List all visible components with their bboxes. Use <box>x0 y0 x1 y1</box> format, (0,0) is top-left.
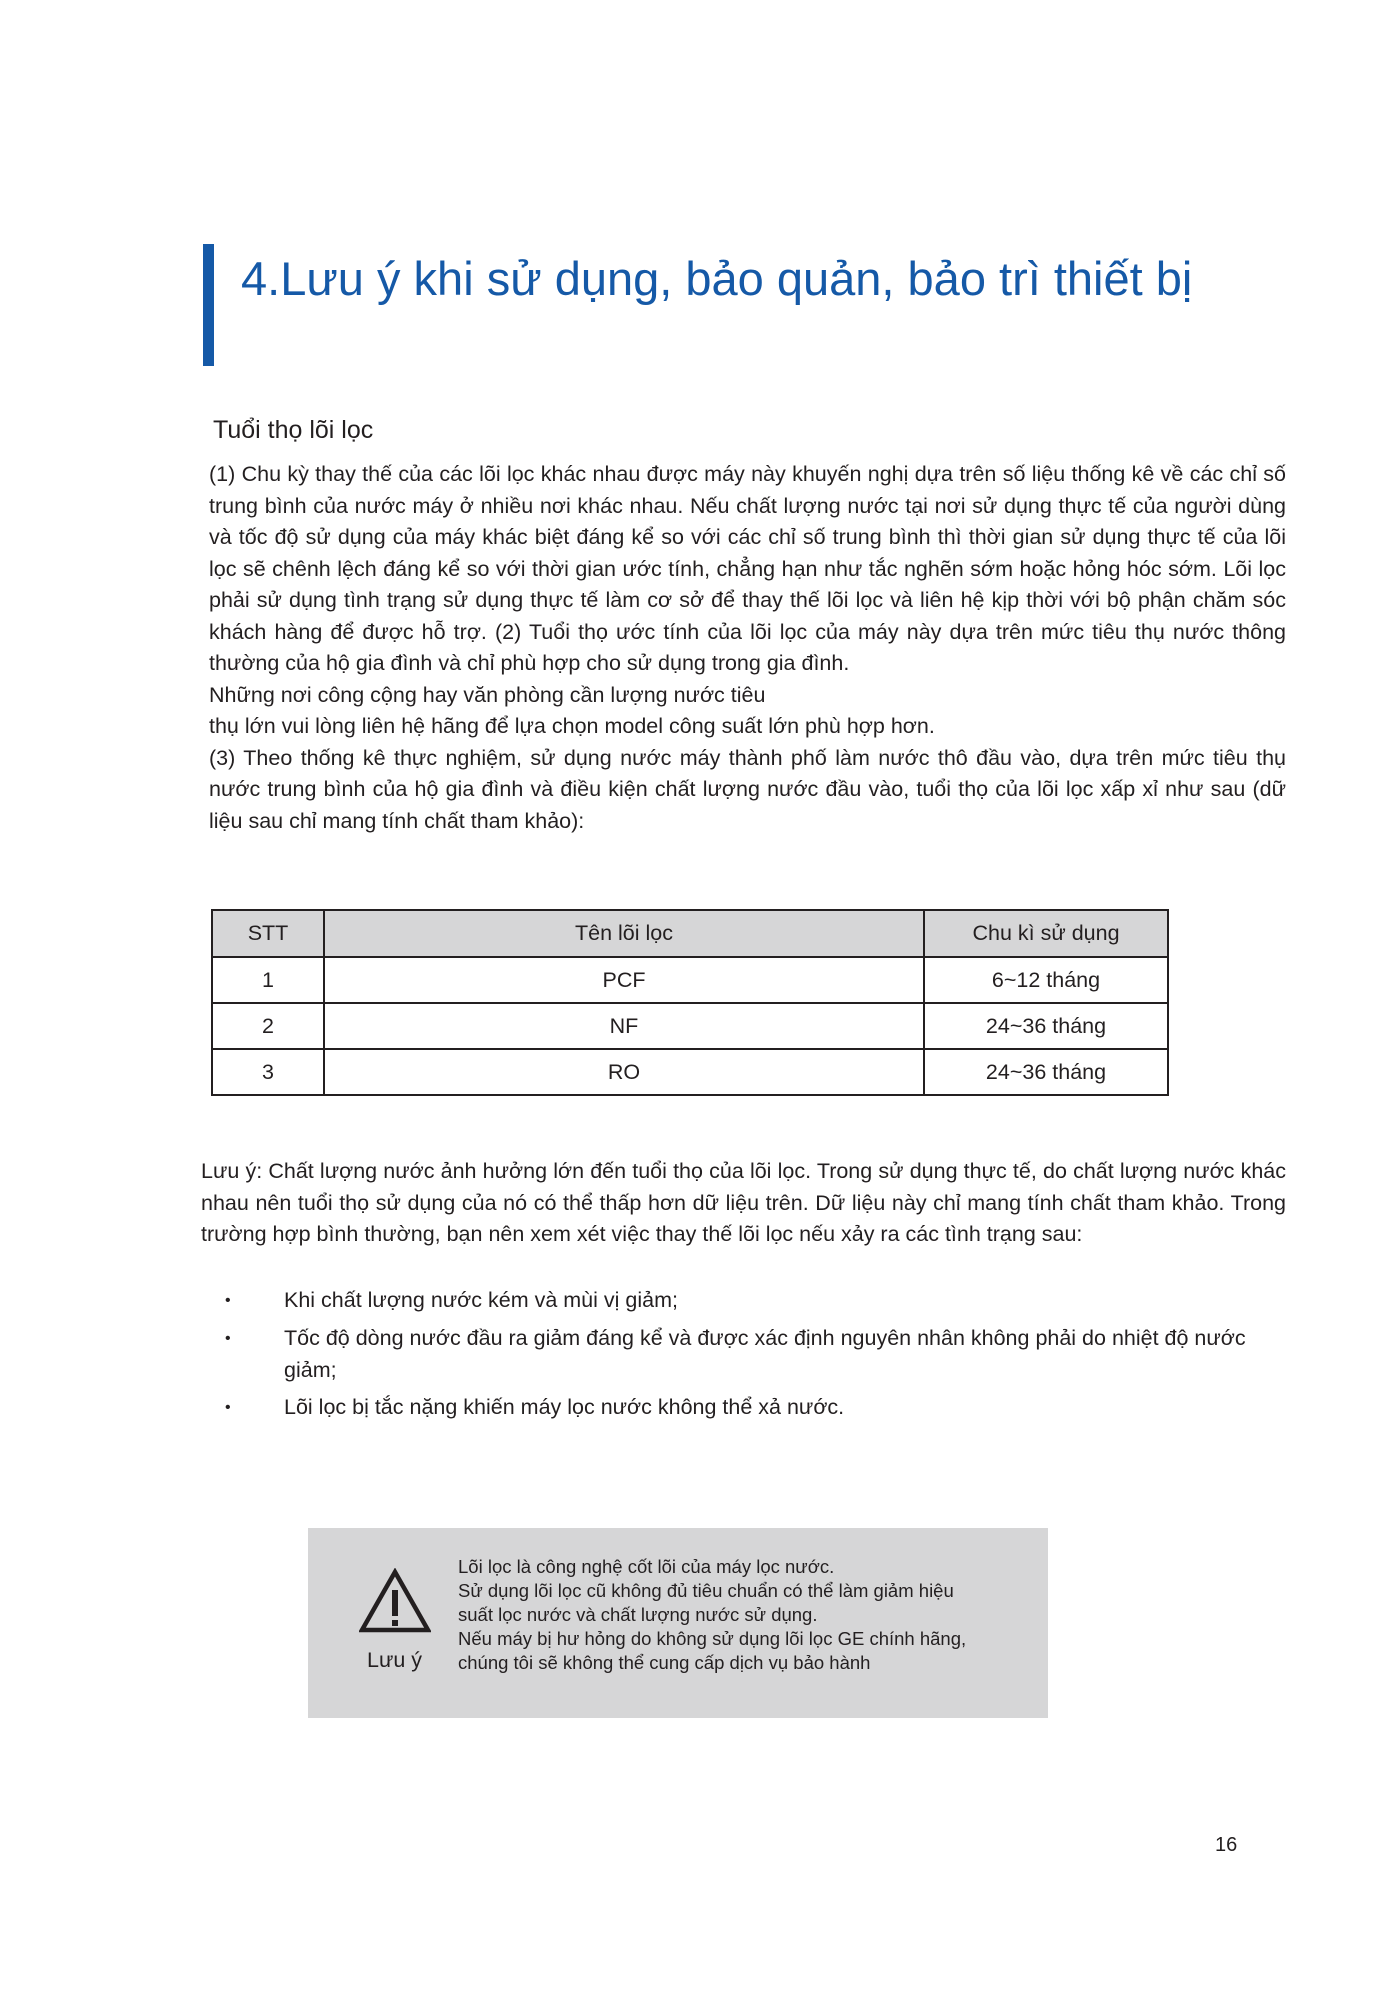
table-cell: NF <box>324 1003 924 1049</box>
table-cell: 3 <box>212 1049 324 1095</box>
table-header-row <box>212 910 1168 957</box>
table-cell: 6~12 tháng <box>924 957 1168 1003</box>
page-title: 4.Lưu ý khi sử dụng, bảo quản, bảo trì thiết bị <box>241 252 1193 305</box>
table-cell: 1 <box>212 957 324 1003</box>
filter-lifespan-table <box>211 909 1169 1096</box>
table-row <box>212 1049 1168 1095</box>
table-cell: 24~36 tháng <box>924 1049 1168 1095</box>
table-cell: RO <box>324 1049 924 1095</box>
note-text: Lưu ý: Chất lượng nước ảnh hưởng lớn đến tuổi thọ của lõi lọc. Trong sử dụng thực tế, do chất lượng nước khác nhau nên tuổi thọ sử dụng của nó có thể thấp hơn dữ liệu trên. Dữ liệu này chỉ mang tính chất tham khảo. Trong trường hợp bình thường, bạn nên xem xét việc thay thế lõi lọc nếu xảy ra các tình trạng sau: <box>201 1159 1286 1246</box>
table-cell: 24~36 tháng <box>924 1003 1168 1049</box>
note-paragraph <box>201 1156 1286 1251</box>
title-accent-bar <box>203 244 214 366</box>
table-row <box>212 957 1168 1003</box>
warning-line: Lõi lọc là công nghệ cốt lõi của máy lọc nước. <box>458 1556 835 1577</box>
body-text <box>209 459 1286 837</box>
body-paragraph: Những nơi công cộng hay văn phòng cần lượng nước tiêu <box>209 682 766 707</box>
warning-triangle-icon <box>359 1568 431 1634</box>
table-row <box>212 1003 1168 1049</box>
warning-line: Sử dụng lõi lọc cũ không đủ tiêu chuẩn có thể làm giảm hiệu <box>458 1580 954 1601</box>
warning-line: suất lọc nước và chất lượng nước sử dụng. <box>458 1604 818 1625</box>
table-header-cell: Tên lõi lọc <box>324 910 924 957</box>
bullet-icon: • <box>225 1399 231 1416</box>
warning-line: chúng tôi sẽ không thể cung cấp dịch vụ bảo hành <box>458 1652 871 1673</box>
warning-box <box>308 1528 1048 1718</box>
table-header-cell: Chu kì sử dụng <box>924 910 1168 957</box>
bullet-icon: • <box>225 1292 231 1309</box>
table-header-cell: STT <box>212 910 324 957</box>
table-cell: PCF <box>324 957 924 1003</box>
table-cell: 2 <box>212 1003 324 1049</box>
list-item-text: Lõi lọc bị tắc nặng khiến máy lọc nước không thể xả nước. <box>284 1395 845 1419</box>
list-item-text: Khi chất lượng nước kém và mùi vị giảm; <box>284 1288 678 1312</box>
warning-line: Nếu máy bị hư hỏng do không sử dụng lõi lọc GE chính hãng, <box>458 1628 967 1649</box>
page-number: 16 <box>1215 1834 1238 1856</box>
list-item-text: Tốc độ dòng nước đầu ra giảm đáng kể và được xác định nguyên nhân không phải do nhiệt độ nước giảm; <box>284 1326 1246 1382</box>
bullet-icon: • <box>225 1330 231 1347</box>
body-paragraph: (1) Chu kỳ thay thế của các lõi lọc khác nhau được máy này khuyến nghị dựa trên số liệu thống kê về các chỉ số trung bình của nước máy ở nhiều nơi khác nhau. Nếu chất lượng nước tại nơi sử dụng thực tế của người dùng và tốc độ sử dụng của máy khác biệt đáng kể so với các chỉ số trung bình thì thời gian sử dụng thực tế của lõi lọc sẽ chênh lệch đáng kể so với thời gian ước tính, chẳng hạn như tắc nghẽn sớm hoặc hỏng hóc sớm. Lõi lọc phải sử dụng tình trạng sử dụng thực tế làm cơ sở để thay thế lõi lọc và liên hệ kịp thời với bộ phận chăm sóc khách hàng để được hỗ trợ. (2) Tuổi thọ ước tính của lõi lọc của máy này dựa trên mức tiêu thụ nước thông thường của hộ gia đình và chỉ phù hợp cho sử dụng trong gia đình. <box>209 462 1286 675</box>
body-paragraph: thụ lớn vui lòng liên hệ hãng để lựa chọn model công suất lớn phù hợp hơn. <box>209 714 935 738</box>
warning-text <box>458 1555 1018 1675</box>
warning-label: Lưu ý <box>367 1648 423 1672</box>
body-paragraph: (3) Theo thống kê thực nghiệm, sử dụng nước máy thành phố làm nước thô đầu vào, dựa trên mức tiêu thụ nước trung bình của hộ gia đình và điều kiện chất lượng nước đầu vào, tuổi thọ của lõi lọc xấp xỉ như sau (dữ liệu sau chỉ mang tính chất tham khảo): <box>209 745 1286 833</box>
section-subheading: Tuổi thọ lõi lọc <box>213 416 374 444</box>
